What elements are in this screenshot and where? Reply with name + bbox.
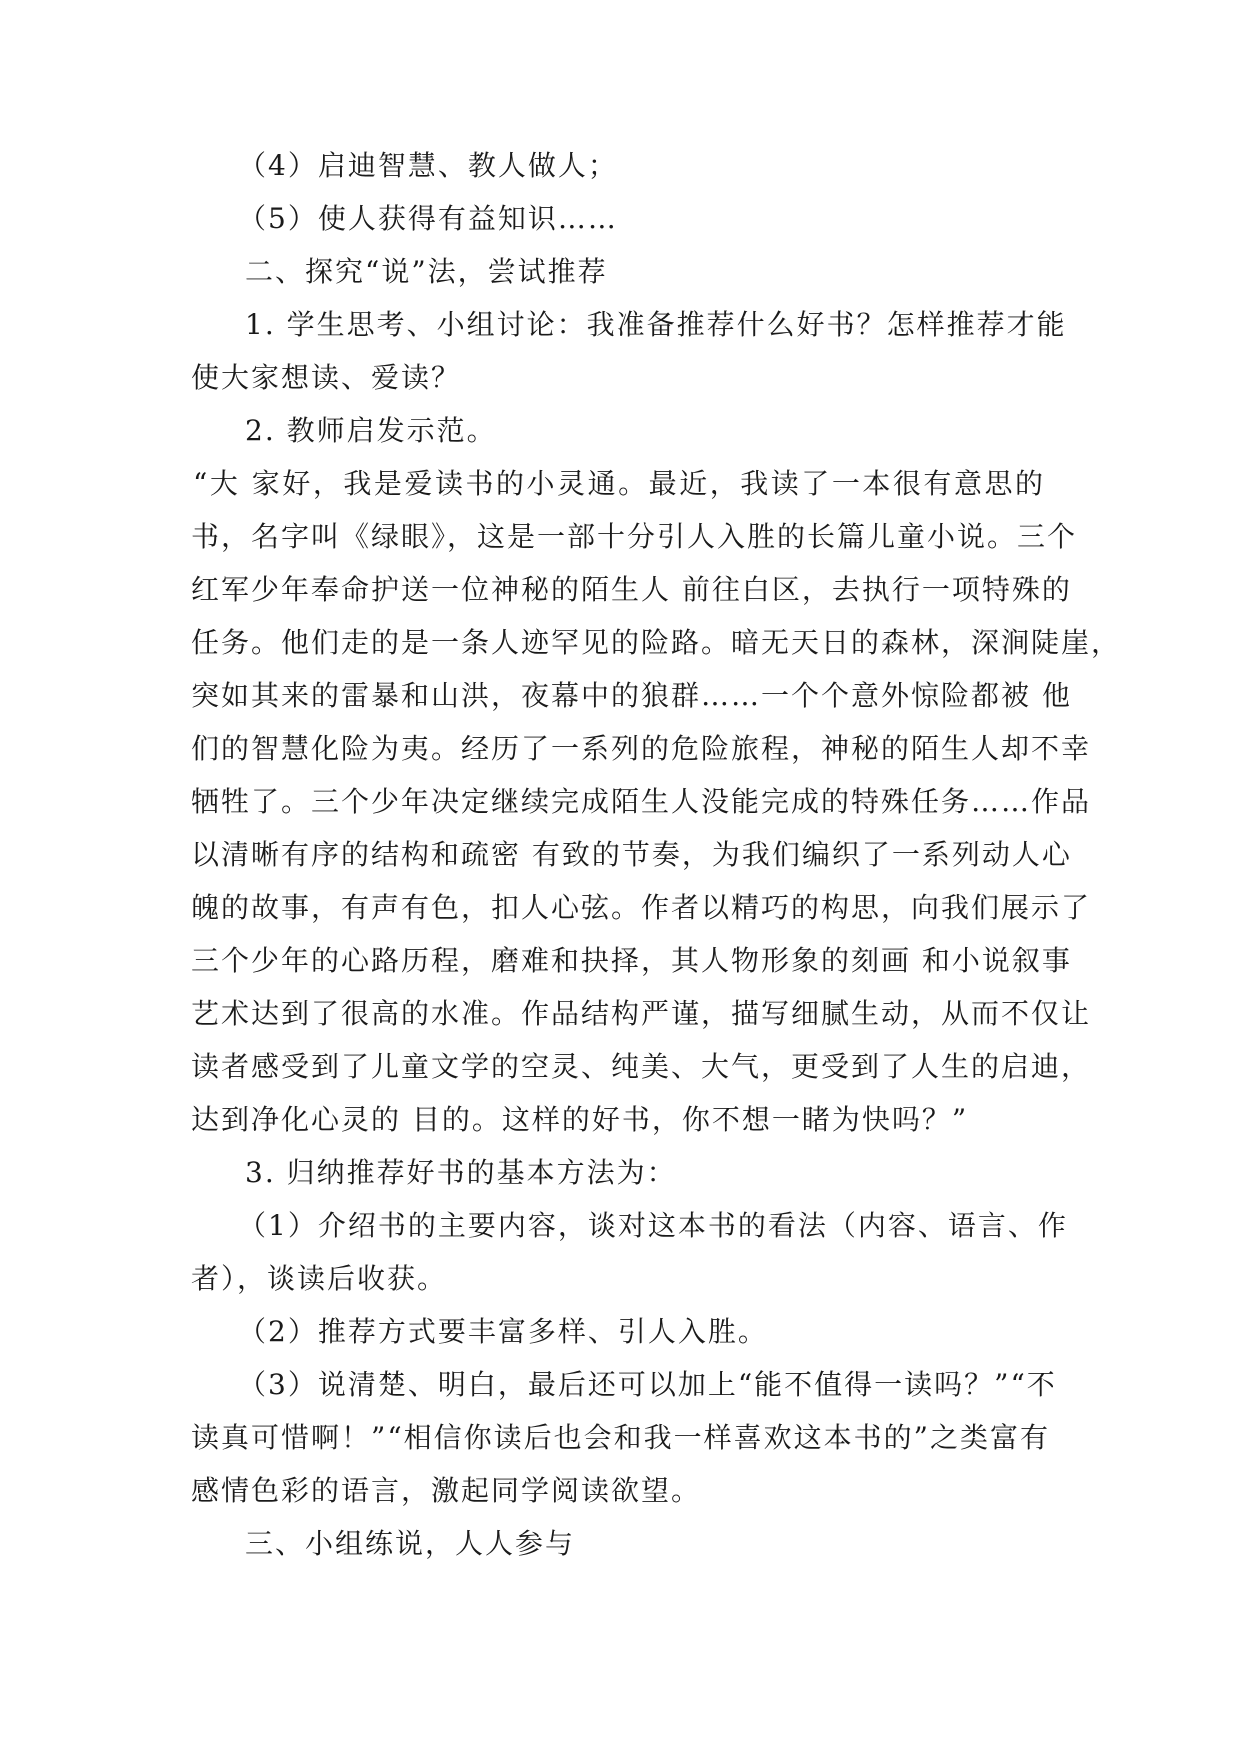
method-1-line-1: （1）介绍书的主要内容，谈对这本书的看法（内容、语言、作: [238, 1209, 1068, 1242]
list-item-5: （5）使人获得有益知识……: [238, 202, 618, 235]
quote-line-10: 三个少年的心路历程，磨难和抉择，其人物形象的刻画 和小说叙事: [191, 944, 1072, 977]
quote-line-12: 读者感受到了儿童文学的空灵、纯美、大气，更受到了人生的启迪，: [191, 1050, 1092, 1083]
method-3-line-2: 读真可惜啊！”“相信你读后也会和我一样喜欢这本书的”之类富有: [191, 1421, 1050, 1454]
step-3: 3. 归纳推荐好书的基本方法为：: [245, 1156, 677, 1189]
quote-line-11: 艺术达到了很高的水准。作品结构严谨，描写细腻生动，从而不仅让: [191, 997, 1092, 1030]
quote-line-6: 们的智慧化险为夷。经历了一系列的危险旅程，神秘的陌生人却不幸: [191, 732, 1092, 765]
section-heading-3: 三、小组练说，人人参与: [245, 1527, 576, 1560]
quote-line-7: 牺牲了。三个少年决定继续完成陌生人没能完成的特殊任务……作品: [191, 785, 1092, 818]
section-heading-2: 二、探究“说”法，尝试推荐: [245, 255, 608, 288]
method-3-line-3: 感情色彩的语言，激起同学阅读欲望。: [191, 1474, 702, 1507]
quote-line-9: 魄的故事，有声有色，扣人心弦。作者以精巧的构思，向我们展示了: [191, 891, 1092, 924]
quote-line-8: 以清晰有序的结构和疏密 有致的节奏，为我们编织了一系列动人心: [191, 838, 1072, 871]
method-1-line-2: 者），谈读后收获。: [191, 1262, 448, 1295]
step-1-line-1: 1. 学生思考、小组讨论：我准备推荐什么好书？怎样推荐才能: [245, 308, 1067, 341]
quote-line-5: 突如其来的雷暴和山洪，夜幕中的狼群……一个个意外惊险都被 他: [191, 679, 1072, 712]
step-2: 2. 教师启发示范。: [245, 414, 497, 447]
quote-line-1: “大 家好，我是爱读书的小灵通。最近，我读了一本很有意思的: [193, 467, 1045, 500]
step-1-line-2: 使大家想读、爱读？: [191, 361, 462, 394]
quote-line-3: 红军少年奉命护送一位神秘的陌生人 前往白区，去执行一项特殊的: [191, 573, 1072, 606]
method-2: （2）推荐方式要丰富多样、引人入胜。: [238, 1315, 768, 1348]
list-item-4: （4）启迪智慧、教人做人；: [238, 149, 618, 182]
method-3-line-1: （3）说清楚、明白，最后还可以加上“能不值得一读吗？”“不: [238, 1368, 1057, 1401]
quote-line-2: 书，名字叫《绿眼》，这是一部十分引人入胜的长篇儿童小说。三个: [191, 520, 1078, 553]
quote-line-4: 任务。他们走的是一条人迹罕见的险路。暗无天日的森林，深涧陡崖，: [191, 626, 1122, 659]
quote-line-13: 达到净化心灵的 目的。这样的好书，你不想一睹为快吗？”: [191, 1103, 969, 1136]
